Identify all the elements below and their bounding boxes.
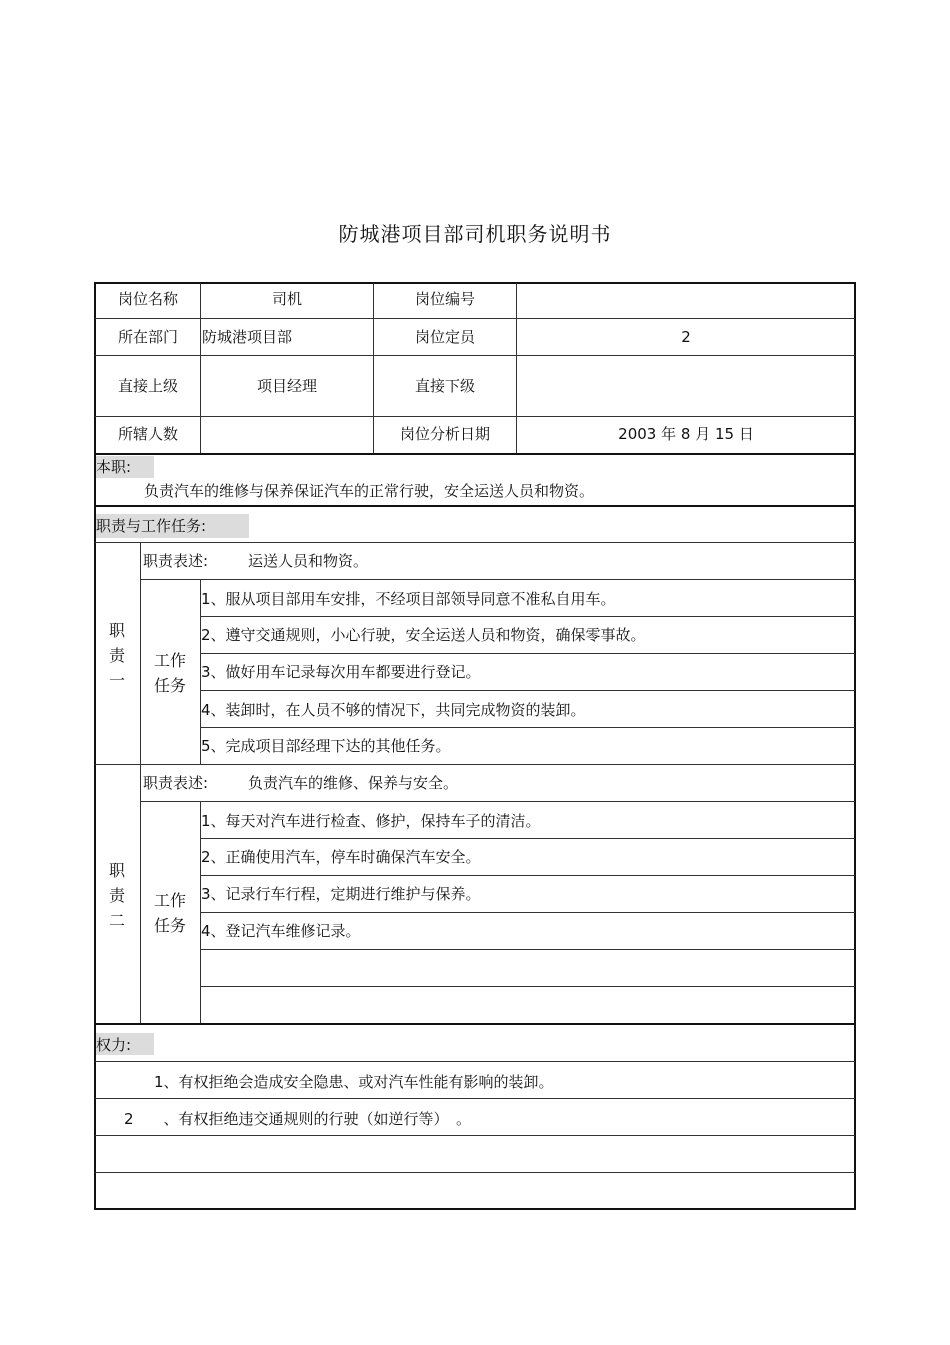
row-line <box>200 912 855 913</box>
section-line <box>95 453 855 455</box>
row-line <box>95 1135 855 1136</box>
superior-label: 直接上级 <box>117 377 178 395</box>
row-line <box>200 875 855 876</box>
row-line <box>140 801 855 802</box>
analysis-date-label: 岗位分析日期 <box>399 425 490 443</box>
row-line <box>95 764 855 765</box>
row-line <box>95 542 855 543</box>
responsibility-1-task: 2、遵守交通规则，小心行驶，安全运送人员和物资，确保零事故。 <box>201 626 646 644</box>
responsibility-1-tasks-label: 工作任务 <box>153 651 186 695</box>
responsibility-2-task: 3、记录行车行程，定期进行维护与保养。 <box>201 885 481 903</box>
department-label: 所在部门 <box>117 328 178 346</box>
authority-item: 2 、有权拒绝违交通规则的行驶（如逆行等） 。 <box>124 1110 472 1128</box>
subordinate-label: 直接下级 <box>414 377 475 395</box>
responsibility-1-task: 4、装卸时，在人员不够的情况下，共同完成物资的装卸。 <box>201 701 586 719</box>
superior-value: 项目经理 <box>256 377 317 395</box>
authority-label: 权力: <box>96 1036 132 1054</box>
document-title: 防城港项目部司机职务说明书 <box>338 222 612 246</box>
col-line <box>200 801 201 1023</box>
headcount-label: 岗位定员 <box>414 328 475 346</box>
responsibility-2-label: 职责二 <box>108 861 125 930</box>
section-line <box>95 1023 855 1025</box>
row-line <box>200 653 855 654</box>
post-name-value: 司机 <box>271 290 302 308</box>
managed-label: 所辖人数 <box>117 425 178 443</box>
row-line <box>200 986 855 987</box>
row-line <box>200 690 855 691</box>
department-value: 防城港项目部 <box>202 328 293 346</box>
duty-text: 负责汽车的维修与保养保证汽车的正常行驶，安全运送人员和物资。 <box>144 482 595 500</box>
responsibility-2-task: 2、正确使用汽车，停车时确保汽车安全。 <box>201 848 481 866</box>
row-line <box>95 1061 855 1062</box>
headcount-value: 2 <box>681 328 691 346</box>
row-line <box>95 318 855 319</box>
responsibility-1-desc-label: 职责表述: <box>143 552 209 570</box>
responsibility-2-task: 4、登记汽车维修记录。 <box>201 922 361 940</box>
section-line <box>95 505 855 507</box>
responsibility-2-desc-label: 职责表述: <box>143 774 209 792</box>
row-line <box>200 949 855 950</box>
post-number-label: 岗位编号 <box>414 290 475 308</box>
responsibility-2-desc-text: 负责汽车的维修、保养与安全。 <box>248 774 459 792</box>
responsibility-1-task: 1、服从项目部用车安排，不经项目部领导同意不准私自用车。 <box>201 590 616 608</box>
responsibility-2-task: 1、每天对汽车进行检查、修护，保持车子的清洁。 <box>201 812 541 830</box>
responsibility-1-desc-text: 运送人员和物资。 <box>248 552 369 570</box>
authority-item: 1、有权拒绝会造成安全隐患、或对汽车性能有影响的装卸。 <box>154 1073 554 1091</box>
col-line <box>140 542 141 1023</box>
duty-label: 本职: <box>96 458 132 476</box>
analysis-date-value: 2003 年 8 月 15 日 <box>618 425 754 443</box>
row-line <box>140 579 855 580</box>
row-line <box>95 1172 855 1173</box>
row-line <box>200 616 855 617</box>
row-line <box>95 355 855 356</box>
responsibility-2-tasks-label: 工作任务 <box>153 891 186 935</box>
col-line <box>200 283 201 453</box>
responsibility-1-label: 职责一 <box>108 621 125 690</box>
responsibilities-label: 职责与工作任务: <box>96 517 207 535</box>
row-line <box>95 1098 855 1099</box>
responsibility-1-task: 5、完成项目部经理下达的其他任务。 <box>201 737 451 755</box>
row-line <box>200 727 855 728</box>
responsibility-1-task: 3、做好用车记录每次用车都要进行登记。 <box>201 663 481 681</box>
row-line <box>95 416 855 417</box>
row-line <box>200 838 855 839</box>
post-name-label: 岗位名称 <box>117 290 178 308</box>
